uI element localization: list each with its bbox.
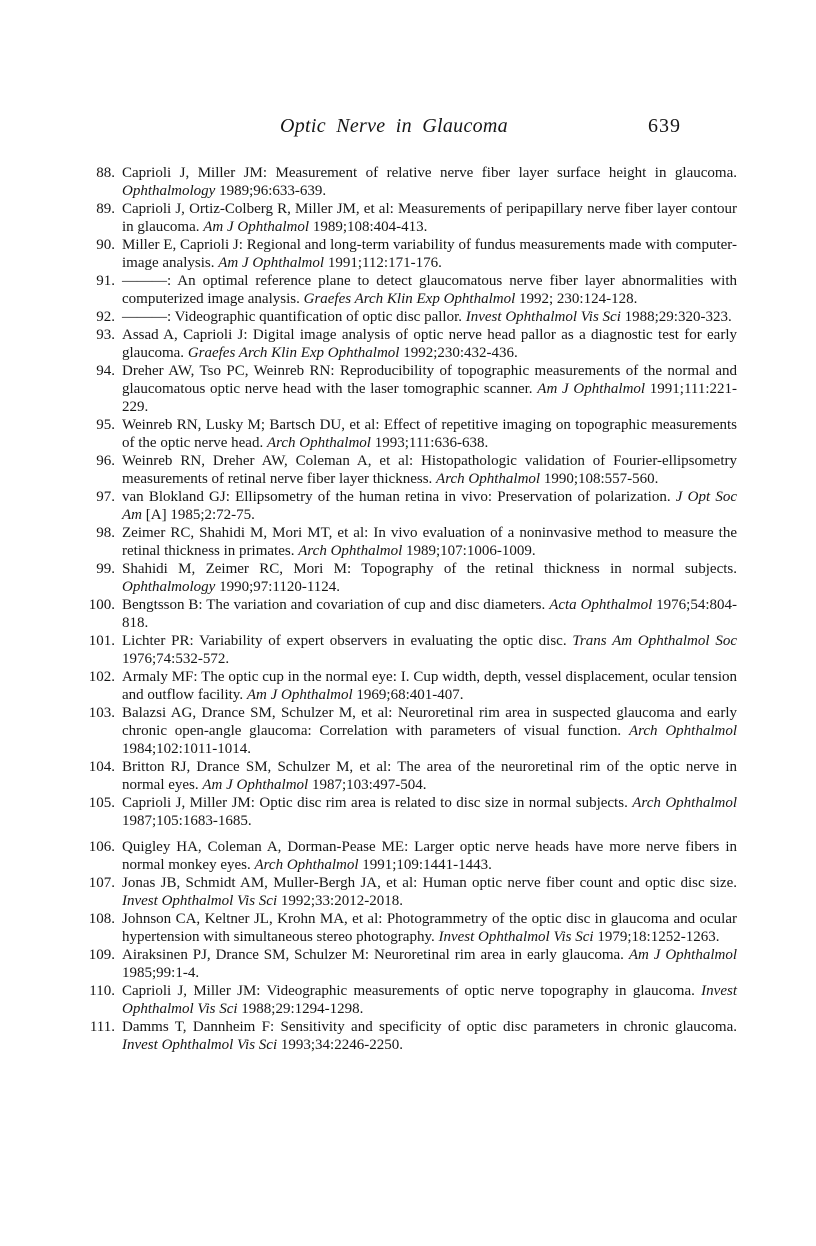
reference-text: Bengtsson B: The variation and covariation of cup and disc diameters. Acta Ophthalmol 1976;54:804-818. [122,597,738,631]
reference-text: Balazsi AG, Drance SM, Schulzer M, et al: Neuroretinal rim area in suspected glaucoma and early chronic open-angle glaucoma: Correlation with parameters of visual function. Arch Ophthalmol 1984;102:1011-1014. [122,705,737,757]
reference-text: van Blokland GJ: Ellipsometry of the human retina in vivo: Preservation of polarization. J Opt Soc Am [A] 1985;2:72-75. [122,489,737,523]
reference-text: ———: Videographic quantification of optic disc pallor. Invest Ophthalmol Vis Sci 1988;29:320-323. [122,309,732,325]
reference-text: Jonas JB, Schmidt AM, Muller-Bergh JA, et al: Human optic nerve fiber count and optic disc size. Invest Ophthalmol Vis Sci 1992;33:2012-2018. [122,875,737,909]
reference-item [84,668,737,704]
reference-number: 104. [88,759,115,775]
reference-list [84,164,737,1054]
reference-number: 91. [96,273,115,289]
reference-item [84,838,737,874]
reference-item [84,632,737,668]
reference-number: 96. [96,453,115,469]
reference-number: 103. [88,705,115,721]
reference-number: 92. [96,309,115,325]
reference-item [84,524,737,560]
reference-item [84,946,737,982]
reference-item [84,982,737,1018]
reference-item [84,452,737,488]
reference-text: Johnson CA, Keltner JL, Krohn MA, et al: Photogrammetry of the optic disc in glaucoma and ocular hypertension with simultaneous stereo photography. Invest Ophthalmol Vis Sci 1979;18:1252-1263. [122,911,737,945]
reference-number: 110. [89,983,115,999]
reference-text: Airaksinen PJ, Drance SM, Schulzer M: Neuroretinal rim area in early glaucoma. Am J Ophthalmol 1985;99:1-4. [122,947,737,981]
page-number: 639 [648,115,681,137]
reference-text: Caprioli J, Miller JM: Videographic measurements of optic nerve topography in glaucoma. Invest Ophthalmol Vis Sci 1988;29:1294-1298. [122,983,737,1017]
reference-text: Shahidi M, Zeimer RC, Mori M: Topography of the retinal thickness in normal subjects. Ophthalmology 1990;97:1120-1124. [122,561,737,595]
reference-text: Armaly MF: The optic cup in the normal eye: I. Cup width, depth, vessel displacement, ocular tension and outflow facility. Am J Ophthalmol 1969;68:401-407. [122,669,737,703]
reference-number: 106. [88,839,115,855]
reference-text: Caprioli J, Miller JM: Optic disc rim area is related to disc size in normal subjects. Arch Ophthalmol 1987;105:1683-1685. [122,795,737,829]
reference-number: 111. [89,1019,115,1035]
running-head [0,115,816,141]
reference-text: Zeimer RC, Shahidi M, Mori MT, et al: In vivo evaluation of a noninvasive method to measure the retinal thickness in primates. Arch Ophthalmol 1989;107:1006-1009. [122,525,737,559]
reference-number: 93. [96,327,115,343]
reference-text: Assad A, Caprioli J: Digital image analysis of optic nerve head pallor as a diagnostic test for early glaucoma. Graefes Arch Klin Exp Ophthalmol 1992;230:432-436. [122,327,737,361]
reference-item [84,308,737,326]
reference-item [84,794,737,830]
reference-number: 102. [88,669,115,685]
reference-text: Miller E, Caprioli J: Regional and long-term variability of fundus measurements made with computer-image analysis. Am J Ophthalmol 1991;112:171-176. [122,237,737,271]
reference-number: 95. [96,417,115,433]
reference-number: 97. [96,489,115,505]
reference-number: 94. [96,363,115,379]
reference-text: Britton RJ, Drance SM, Schulzer M, et al: The area of the neuroretinal rim of the optic nerve in normal eyes. Am J Ophthalmol 1987;103:497-504. [122,759,737,793]
reference-text: Damms T, Dannheim F: Sensitivity and specificity of optic disc parameters in chronic glaucoma. Invest Ophthalmol Vis Sci 1993;34:2246-2250. [122,1019,737,1053]
reference-number: 88. [96,165,115,181]
reference-number: 108. [88,911,115,927]
reference-text: Caprioli J, Ortiz-Colberg R, Miller JM, et al: Measurements of peripapillary nerve fiber layer contour in glaucoma. Am J Ophthalmol 1989;108:404-413. [122,201,737,235]
reference-item [84,416,737,452]
reference-number: 105. [88,795,115,811]
reference-text: Weinreb RN, Lusky M; Bartsch DU, et al: Effect of repetitive imaging on topographic measurements of the optic nerve head. Arch Ophthalmol 1993;111:636-638. [122,417,737,451]
reference-item [84,272,737,308]
reference-text: Caprioli J, Miller JM: Measurement of relative nerve fiber layer surface height in glaucoma. Ophthalmology 1989;96:633-639. [122,165,737,199]
reference-item [84,874,737,910]
reference-item [84,596,737,632]
reference-item [84,1018,737,1054]
reference-item [84,200,737,236]
reference-text: ———: An optimal reference plane to detect glaucomatous nerve fiber layer abnormalities with computerized image analysis. Graefes Arch Klin Exp Ophthalmol 1992; 230:124-128. [122,273,737,307]
reference-number: 107. [88,875,115,891]
reference-item [84,236,737,272]
reference-number: 89. [96,201,115,217]
reference-text: Lichter PR: Variability of expert observers in evaluating the optic disc. Trans Am Ophthalmol Soc 1976;74:532-572. [122,633,737,667]
reference-item [84,560,737,596]
reference-text: Quigley HA, Coleman A, Dorman-Pease ME: Larger optic nerve heads have more nerve fibers in normal monkey eyes. Arch Ophthalmol 1991;109:1441-1443. [122,839,737,873]
reference-item [84,910,737,946]
reference-item [84,164,737,200]
reference-number: 90. [96,237,115,253]
reference-number: 99. [96,561,115,577]
reference-text: Dreher AW, Tso PC, Weinreb RN: Reproducibility of topographic measurements of the normal and glaucomatous optic nerve head with the laser tomographic scanner. Am J Ophthalmol 1991;111:221-229. [122,363,738,415]
reference-text: Weinreb RN, Dreher AW, Coleman A, et al: Histopathologic validation of Fourier-ellipsometry measurements of retinal nerve fiber layer thickness. Arch Ophthalmol 1990;108:557-560. [122,453,737,487]
reference-item [84,758,737,794]
reference-item [84,704,737,758]
reference-item [84,488,737,524]
reference-item [84,362,737,416]
reference-number: 109. [88,947,115,963]
reference-number: 98. [96,525,115,541]
running-head-title: Optic Nerve in Glaucoma [280,115,508,137]
reference-number: 101. [88,633,115,649]
reference-item [84,326,737,362]
reference-number: 100. [88,597,115,613]
